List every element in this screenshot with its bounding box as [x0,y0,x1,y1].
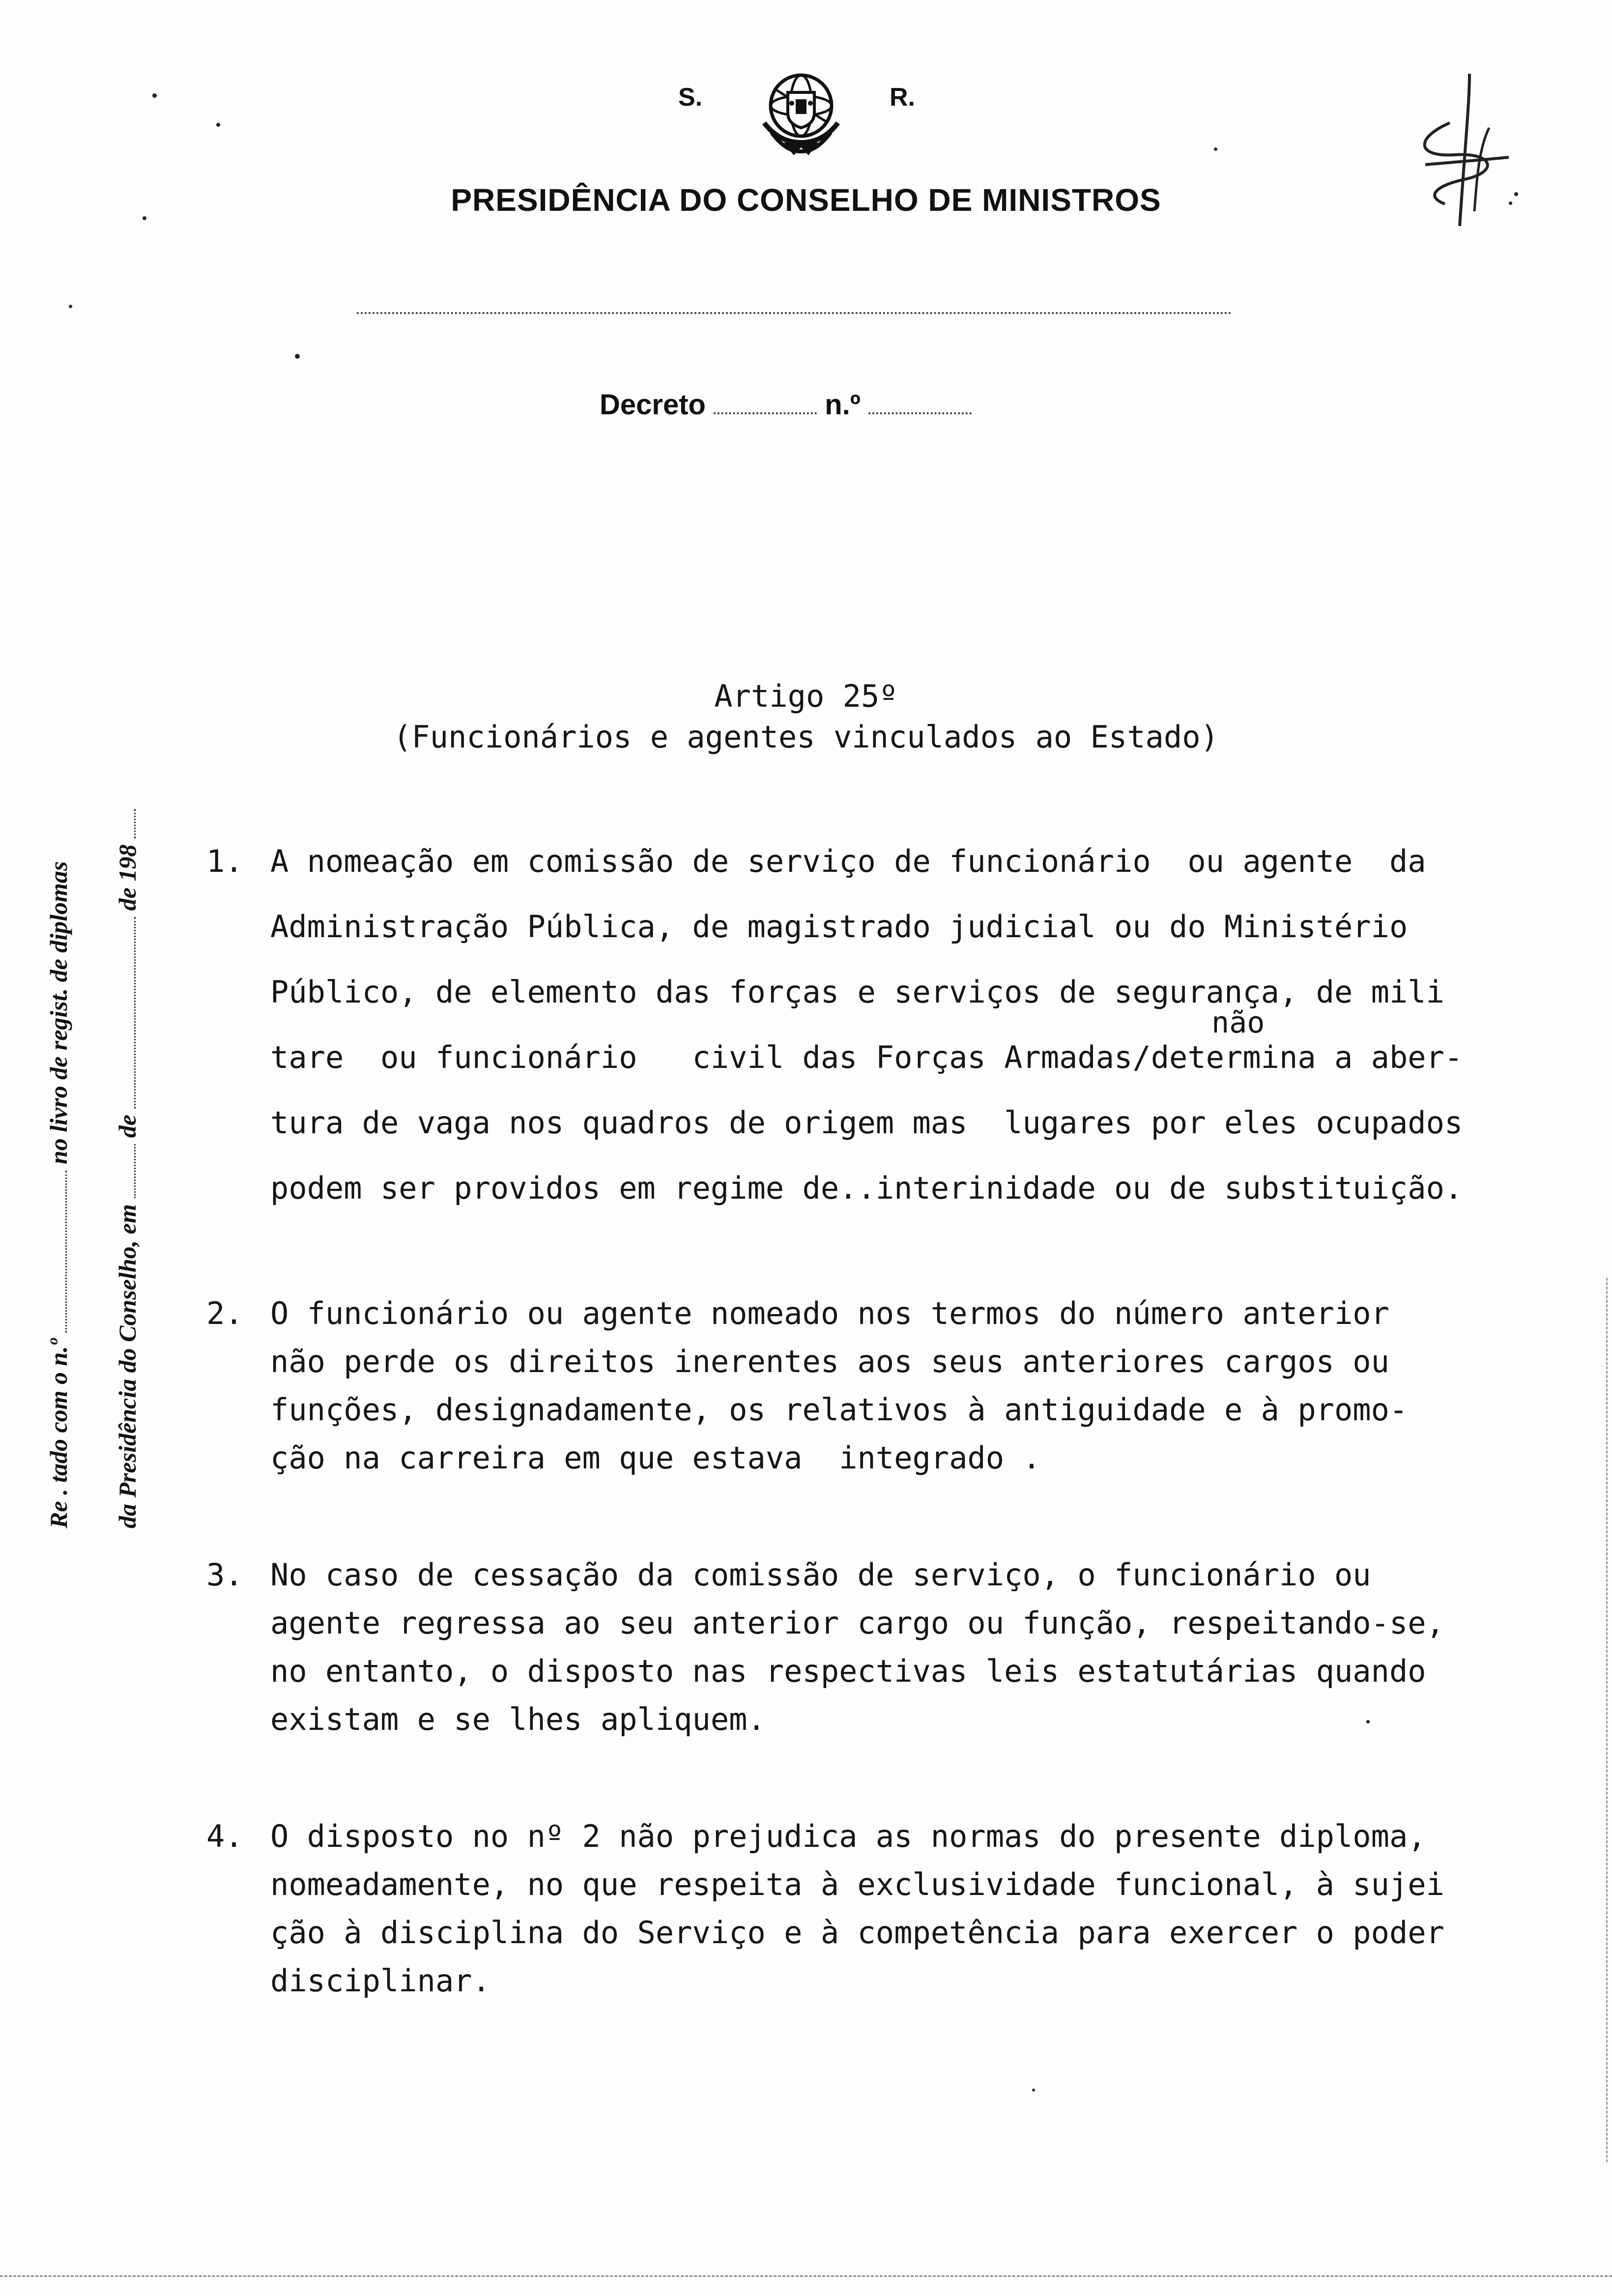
clause-line: podem ser providos em regime de..interinidade ou de substituição. [270,1170,1463,1206]
decree-label: Decreto [600,389,706,421]
organization-title: PRESIDÊNCIA DO CONSELHO DE MINISTROS [451,182,1161,218]
clause-line: tare ou funcionário civil das Forças Armadas/determina a aber- [270,1039,1463,1075]
clause-2 [206,1290,1583,1482]
clause-line: O funcionário ou agente nomeado nos termos do número anterior [270,1295,1389,1331]
clause-line: no entanto, o disposto nas respectivas leis estatutárias quando [270,1653,1426,1689]
number-blank [868,408,972,414]
clause-line: O disposto no nº 2 não prejudica as normas do presente diploma, [270,1818,1426,1854]
clause-line: nomeadamente, no que respeita à exclusividade funcional, à sujei [270,1866,1444,1902]
clause-3 [206,1551,1583,1744]
letterhead [668,74,944,162]
registration-margin-note [34,639,162,1538]
decree-number-field [600,388,972,421]
margin-note-line-2: da Presidência do Conselho, em de de 198 [113,809,142,1528]
header-rule [357,312,1232,314]
decree-blank [714,408,817,414]
clause-number: 1. [206,843,243,879]
clause-line: ção à disciplina do Serviço e à competência para exercer o poder [270,1915,1444,1951]
clause-line: A nomeação em comissão de serviço de funcionário ou agente da [270,843,1426,879]
clause-line: não perde os direitos inerentes aos seus anteriores cargos ou [270,1344,1389,1379]
clause-number: 4. [206,1818,243,1854]
clause-line: funções, designadamente, os relativos à antiguidade e à promo- [270,1392,1408,1428]
clause-line: Público, de elemento das forças e serviços de segurança, de mili [270,974,1444,1010]
clause-line: Administração Pública, de magistrado judicial ou do Ministério [270,909,1408,945]
clause-4 [206,1812,1583,2005]
clause-number: 3. [206,1557,243,1593]
inserted-word: não [1211,1005,1265,1040]
clause-1 [206,829,1583,1221]
clause-line: No caso de cessação da comissão de serviço, o funcionário ou [270,1557,1371,1593]
article-body [206,678,1583,2074]
clause-line: ção na carreira em que estava integrado . [270,1440,1041,1476]
number-label: n.º [825,389,861,421]
clause-line: disciplinar. [270,1963,490,1999]
clause-number: 2. [206,1295,243,1331]
handwritten-signature-icon [1396,64,1524,241]
clause-line: existam e se lhes apliquem. [270,1701,766,1737]
scan-right-edge [1606,1278,1608,2162]
scan-bottom-edge [0,2275,1612,2277]
article-title: Artigo 25º [714,678,898,714]
letter-s: S. [678,83,703,112]
coat-of-arms-icon [745,69,858,157]
letter-r: R. [890,83,915,112]
clause-line: tura de vaga nos quadros de origem mas lugares por eles ocupados [270,1105,1463,1141]
margin-note-line-1: Re . tado com o n.º no livro de regist. de diplomas [45,861,72,1528]
article-subtitle: (Funcionários e agentes vinculados ao Estado) [393,719,1219,755]
clause-line: agente regressa ao seu anterior cargo ou função, respeitando-se, [270,1605,1444,1641]
